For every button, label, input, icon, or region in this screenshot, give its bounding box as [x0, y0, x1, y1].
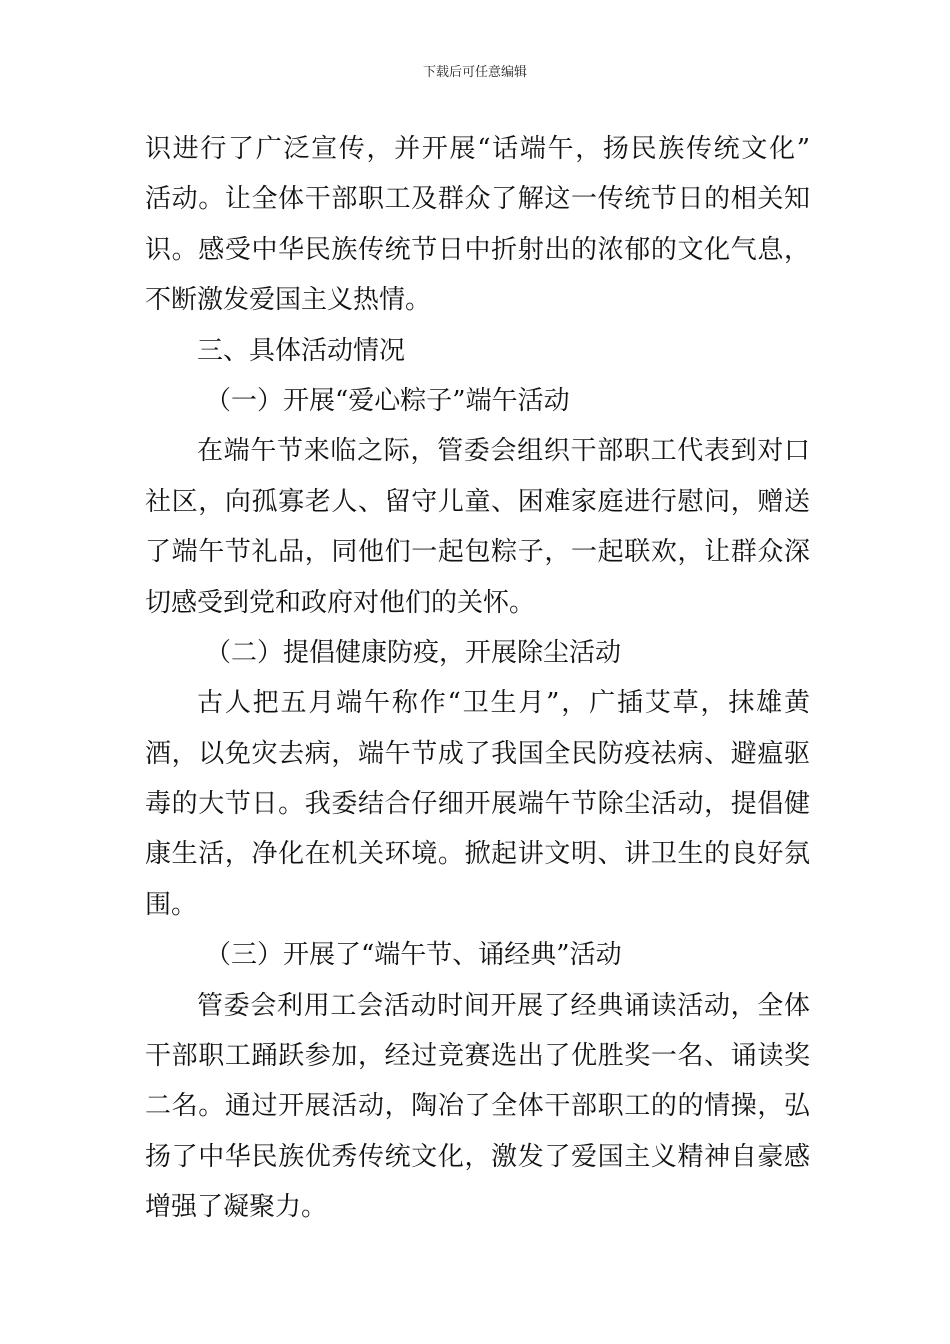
page-header-note: 下载后可任意编辑 — [422, 65, 527, 80]
text-line: 切感受到党和政府对他们的关怀。 — [145, 587, 536, 618]
text-line: 干部职工踊跃参加，经过竞赛选出了优胜奖一名、诵读奖 — [145, 1041, 810, 1072]
text-line: 不断激发爱国主义热情。 — [145, 285, 432, 316]
text-line: 康生活，净化在机关环境。掀起讲文明、讲卫生的良好氛 — [145, 839, 810, 870]
subsection-heading: （二）提倡健康防疫，开展除尘活动 — [205, 637, 622, 668]
text-line: 扬了中华民族优秀传统文化，激发了爱国主义精神自豪感 — [145, 1141, 810, 1172]
text-line: 了端午节礼品，同他们一起包粽子，一起联欢，让群众深 — [145, 537, 810, 568]
subsection-heading: （一）开展“爱心粽子”端午活动 — [205, 385, 570, 416]
text-line: 围。 — [145, 889, 198, 920]
text-line: 毒的大节日。我委结合仔细开展端午节除尘活动，提倡健 — [145, 789, 810, 820]
subsection-heading: （三）开展了“端午节、诵经典”活动 — [205, 940, 622, 971]
paragraph-first-line: 管委会利用工会活动时间开展了经典诵读活动，全体 — [197, 990, 810, 1021]
text-line: 社区，向孤寡老人、留守儿童、困难家庭进行慰问，赠送 — [145, 486, 810, 517]
document-body — [145, 124, 810, 1233]
paragraph-first-line: 古人把五月端午称作“卫生月”，广插艾草，抹雄黄 — [197, 688, 810, 719]
text-line: 活动。让全体干部职工及群众了解这一传统节日的相关知 — [145, 184, 810, 215]
text-line: 二名。通过开展活动，陶冶了全体干部职工的的情操，弘 — [145, 1091, 810, 1122]
text-line: 识进行了广泛宣传，并开展“话端午，扬民族传统文化” — [145, 134, 810, 164]
section-heading: 三、具体活动情况 — [197, 335, 406, 366]
text-line: 增强了凝聚力。 — [145, 1192, 328, 1223]
text-line: 酒，以免灾去病，端午节成了我国全民防疫祛病、避瘟驱 — [145, 738, 810, 769]
text-line: 识。感受中华民族传统节日中折射出的浓郁的文化气息， — [145, 234, 810, 265]
paragraph-first-line: 在端午节来临之际，管委会组织干部职工代表到对口 — [197, 436, 810, 467]
